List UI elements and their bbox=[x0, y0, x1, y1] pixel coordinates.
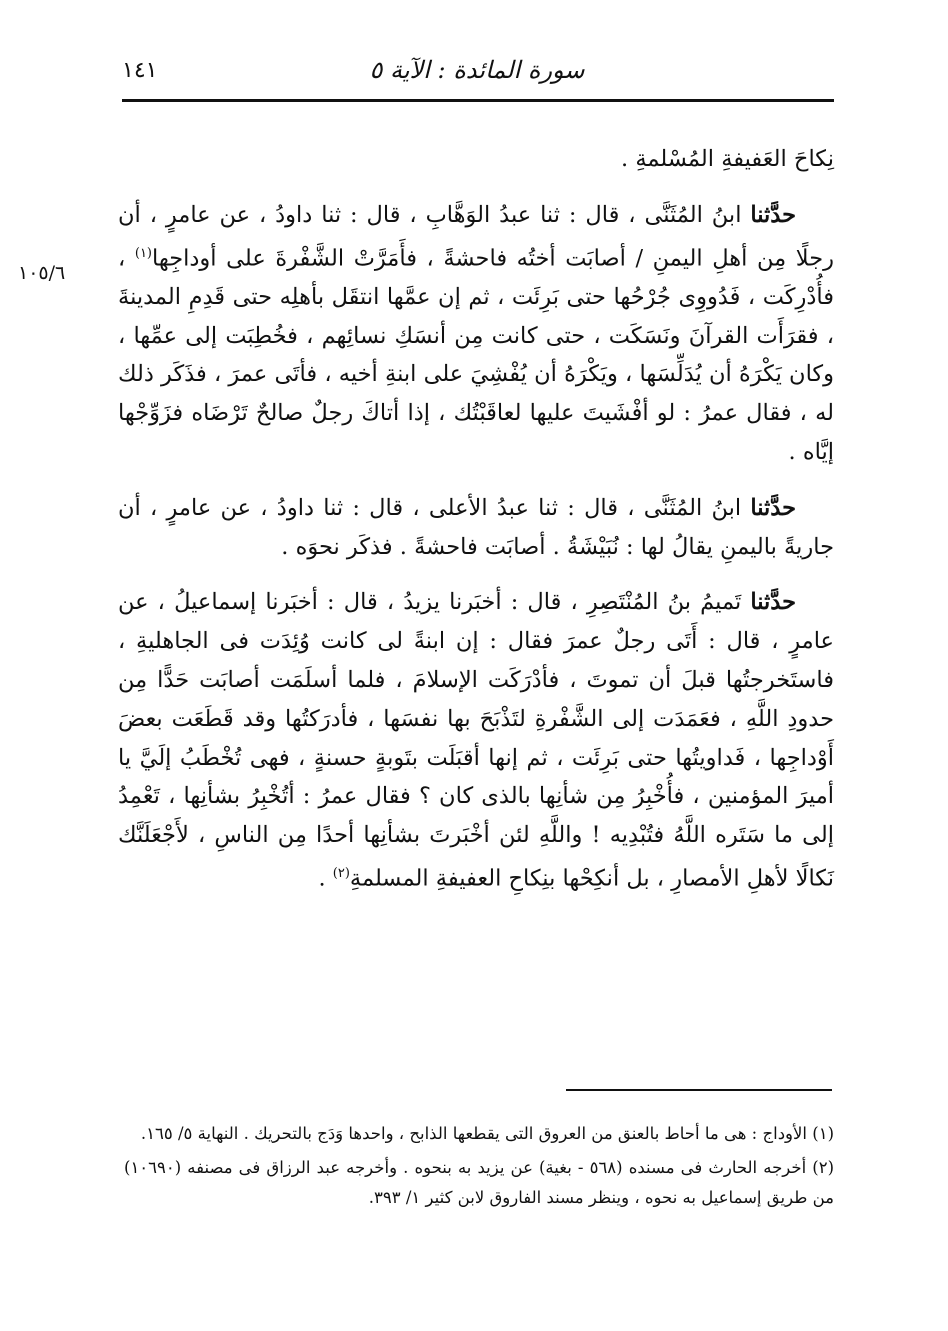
paragraph-2 bbox=[118, 196, 834, 472]
paragraph-4 bbox=[118, 583, 834, 898]
footnote-marker: (٢) bbox=[332, 866, 350, 882]
footnote-1: (١) الأوداج : هى ما أحاط بالعنق من العروق التى يقطعها الذابح ، واحدها وَدَج بالتحريك . النهاية ٥/ ١٦٥. bbox=[140, 1124, 834, 1143]
footnote-rule bbox=[566, 1089, 832, 1091]
main-text bbox=[118, 140, 834, 915]
header-title: سورة المائدة : الآية ٥ bbox=[369, 56, 585, 84]
footnotes bbox=[124, 1119, 834, 1217]
isnad-lead: حدَّثنا bbox=[750, 589, 796, 616]
running-header bbox=[122, 50, 832, 92]
footnote-2: (٢) أخرجه الحارث فى مسنده (٥٦٨ - بغية) عن يزيد به بنحوه . وأخرجه عبد الرزاق فى مصنفه (١٠٦٩٠) من طريق إسماعيل به نحوه ، وينظر مسند الفاروق لابن كثير ١/ ٣٩٣. bbox=[124, 1158, 835, 1207]
header-rule bbox=[122, 99, 834, 102]
page-number: ١٤١ bbox=[122, 58, 158, 83]
isnad-lead: حدَّثنا bbox=[750, 201, 796, 228]
paragraph-text: ابنُ المُثَنَّى ، قال : ثنا عبدُ الأعلى ، قال : ثنا داودُ ، عن عامرٍ ، أن جاريةً باليمنِ يقالُ لها : نُبَيْشَةُ . أصابَت فاحشةً . فذكَر نحوَه . bbox=[118, 494, 834, 560]
footnote-marker: (١) bbox=[134, 245, 152, 261]
paragraph-text-tail: ، فأُدْرِكَت ، فَدُووِى جُرْحُها حتى بَرِئَت ، ثم إن عمَّها انتقَل بأهلِه حتى قَدِمِ المدينةَ ، فقرَأَت القرآنَ ونَسَكَت ، حتى كانت مِن أنسَكِ نسائِهم ، فخُطِبَت إلى عمِّها ، وكان يَكْرَهُ أن يُدَلِّسَها ، ويَكْرَهُ أن يُفْشِيَ على ابنةِ أخيه ، فأتَى عمرَ ، فذَكَر ذلك له ، فقال عمرُ : لو أفْشَيتَ عليها لعاقَبْتُك ، إذا أتاكَ رجلٌ صالحٌ تَرْضَاه فزَوِّجْها إيَّاه . bbox=[118, 245, 834, 466]
paragraph-text: نِكاحَ العَفيفةِ المُسْلمةِ . bbox=[621, 146, 834, 172]
paragraph-1 bbox=[118, 140, 834, 179]
isnad-lead: حدَّثنا bbox=[750, 494, 796, 521]
paragraph-text-tail: . bbox=[318, 865, 333, 892]
paragraph-3 bbox=[118, 489, 834, 567]
margin-reference: ١٠٥/٦ bbox=[18, 262, 66, 284]
paragraph-text: ابنُ المُثَنَّى ، قال : ثنا عبدُ الوَهَّابِ ، قال : ثنا داودُ ، عن عامرٍ ، أن رجلًا مِن أهلِ اليمنِ / أصابَت أختُه فاحشةً ، فأَمَرَّتْ الشَّفْرةَ على أوداجِها bbox=[118, 201, 834, 272]
paragraph-text: تَميمُ بنُ المُنْتَصِرِ ، قال : أخبَرنا يزيدُ ، قال : أخبَرنا إسماعيلُ ، عن عامرٍ ، قال : أَتَى رجلٌ عمرَ فقال : إن ابنةً لى كانت وُئِدَت فى الجاهليةِ ، فاستَخرجتُها قبلَ أن تموتَ ، فأدْرَكَت الإسلامَ ، فلما أسلَمَت أصابَت حَدًّا مِن حدودِ اللَّهِ ، فعَمَدَت إلى الشَّفْرةِ لتَذْبَحَ بها نفسَها ، فأدرَكتُها وقد قَطَعَت بعضَ أَوْداجِها ، فَداويتُها حتى بَرِئَت ، ثم إنها أقبَلَت بتَوبةٍ حسنةٍ ، فهى تُخْطَبُ إلَيَّ يا أميرَ المؤمنين ، فأُخْبِرُ مِن شأنِها بالذى كان ؟ فقال عمرُ : أتُخْبِرُ بشأنِها ، تَعْمِدُ إلى ما سَتَره اللَّهُ فتُبْدِيه ! واللَّهِ لئن أخْبَرتَ بشأنِها أحدًا مِن الناسِ ، لأَجْعَلَنَّك نَكالًا لأهلِ الأمصارِ ، بل أنكِحْها بنِكاحِ العفيفةِ المسلمةِ bbox=[118, 589, 834, 892]
